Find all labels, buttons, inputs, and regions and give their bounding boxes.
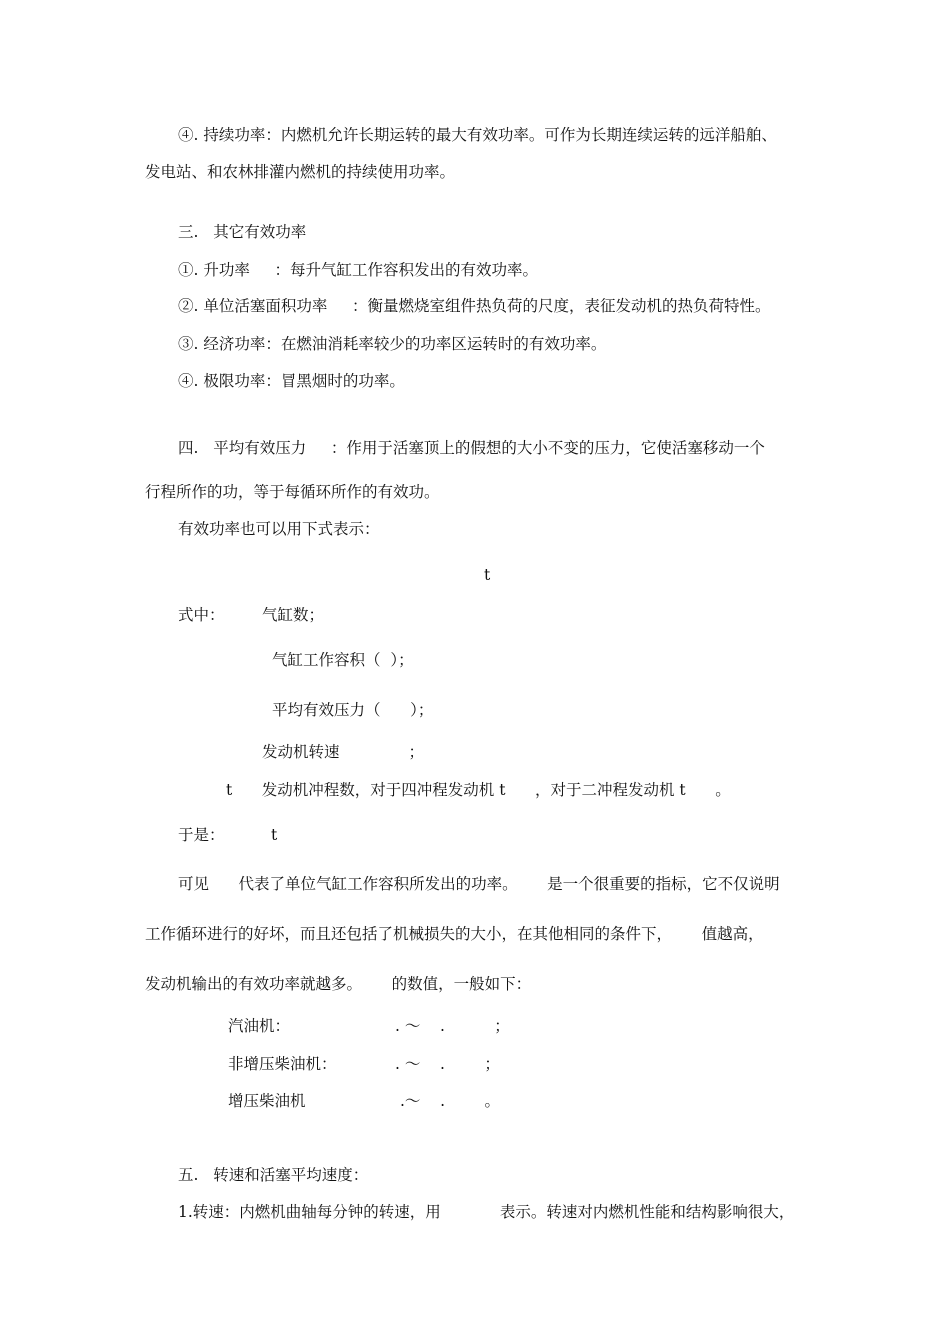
section3-item3: ③. 经济功率：在燃油消耗率较少的功率区运转时的有效功率。 bbox=[178, 335, 607, 353]
definition-2: 气缸工作容积（ ）； bbox=[272, 651, 414, 669]
paragraph-line1: 可见 代表了单位气缸工作容积所发出的功率。 是一个很重要的指标，它不仅说明 bbox=[178, 875, 780, 893]
paragraph-line2: 工作循环进行的好坏，而且还包括了机械损失的大小，在其他相同的条件下， 值越高， bbox=[145, 925, 764, 943]
so-formula-t: t bbox=[271, 826, 278, 844]
paragraph-line3: 发动机输出的有效功率就越多。 的数值，一般如下： bbox=[145, 975, 532, 993]
formula-t: t bbox=[484, 566, 491, 584]
value-range-turbo-diesel: .～ . 。 bbox=[400, 1092, 500, 1110]
definition-1: 气缸数； bbox=[262, 606, 325, 624]
para4-line1: ④. 持续功率：内燃机允许长期运转的最大有效功率。可作为长期连续运转的远洋船舶、 bbox=[178, 126, 777, 144]
section5-heading: 五. 转速和活塞平均速度： bbox=[178, 1166, 369, 1184]
value-label-turbo-diesel: 增压柴油机 bbox=[228, 1092, 306, 1110]
section4-heading: 四. 平均有效压力 ：作用于活塞顶上的假想的大小不变的压力，它使活塞移动一个 bbox=[178, 439, 765, 457]
section4-line2: 行程所作的功，等于每循环所作的有效功。 bbox=[145, 483, 440, 501]
section4-line3: 有效功率也可以用下式表示： bbox=[178, 520, 380, 538]
so-label: 于是： bbox=[178, 826, 225, 844]
where-label: 式中： bbox=[178, 606, 225, 624]
para4-line2: 发电站、和农林排灌内燃机的持续使用功率。 bbox=[145, 163, 456, 181]
value-range-gasoline: . ～ . ； bbox=[395, 1017, 510, 1035]
value-label-gasoline: 汽油机： bbox=[228, 1017, 291, 1035]
value-range-na-diesel: . ～ . ； bbox=[395, 1055, 500, 1073]
value-label-na-diesel: 非增压柴油机： bbox=[228, 1055, 337, 1073]
section3-item1: ①. 升功率 ：每升气缸工作容积发出的有效功率。 bbox=[178, 261, 538, 279]
section5-line1: 1.转速：内燃机曲轴每分钟的转速，用 表示。转速对内燃机性能和结构影响很大， bbox=[178, 1203, 795, 1221]
section3-item2: ②. 单位活塞面积功率 ：衡量燃烧室组件热负荷的尺度，表征发动机的热负荷特性。 bbox=[178, 297, 771, 315]
definition-4: 发动机转速 ； bbox=[262, 743, 424, 761]
definition-5: t 发动机冲程数，对于四冲程发动机 t ，对于二冲程发动机 t 。 bbox=[226, 781, 731, 799]
definition-3: 平均有效压力（ ）； bbox=[272, 701, 434, 719]
section3-item4: ④. 极限功率：冒黑烟时的功率。 bbox=[178, 372, 405, 390]
section3-heading: 三. 其它有效功率 bbox=[178, 223, 307, 241]
